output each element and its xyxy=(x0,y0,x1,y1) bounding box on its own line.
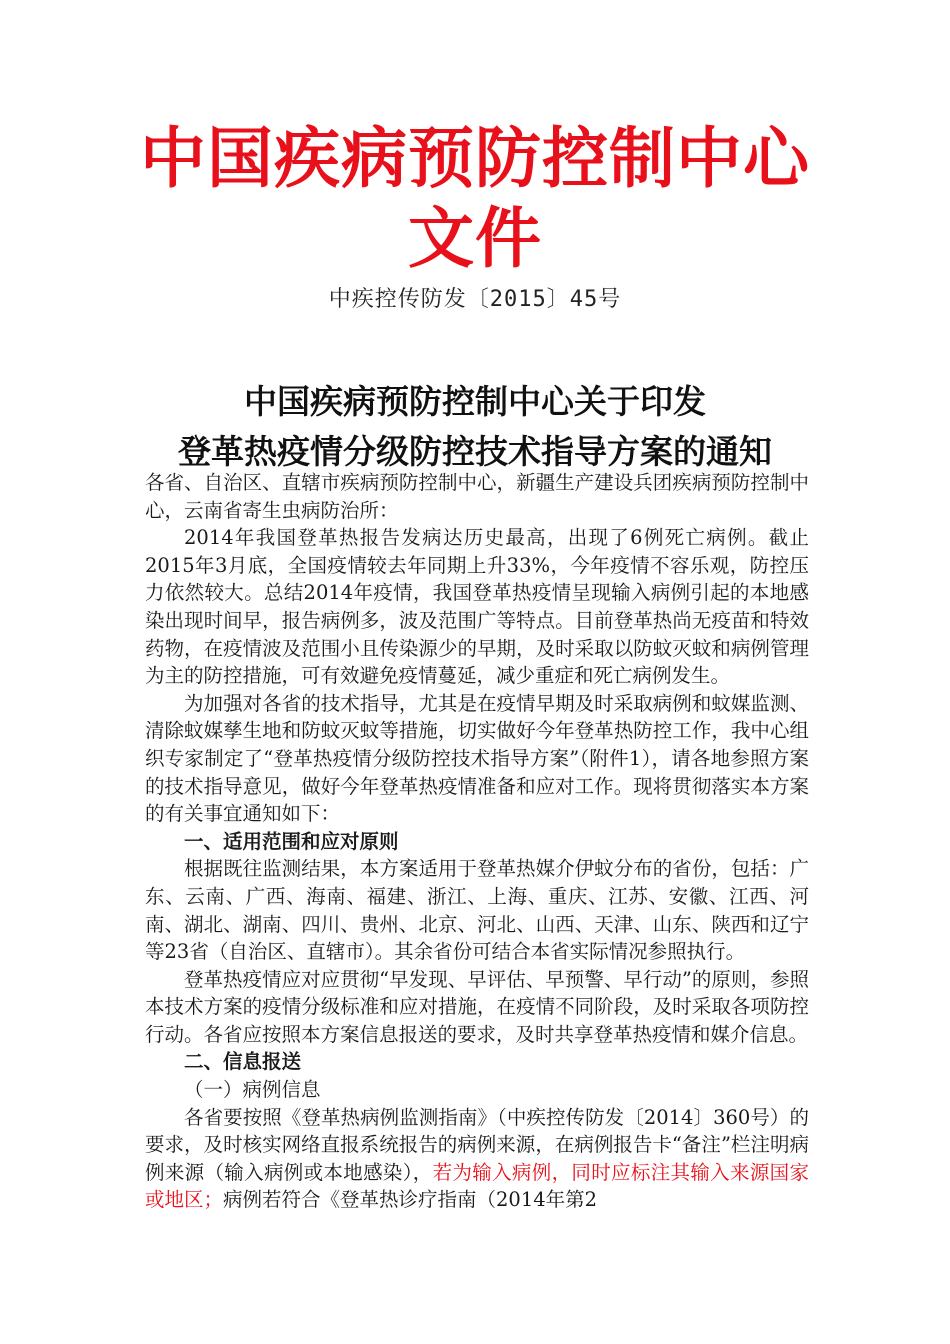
case-info-text-a: 各省要按照《登革热病例监测指南》（中疾控传防发〔2014〕360号）的要求，及时核实网络直报系统报告的病例来源，在病例报告卡“备注”栏注明病例来源（输入病例或本地感染）， xyxy=(145,1105,809,1184)
section-heading-scope: 一、适用范围和应对原则 xyxy=(184,829,399,853)
paragraph-principles: 登革热疫情应对应贯彻“早发现、早评估、早预警、早行动”的原则，参照本技术方案的疫情分级标准和应对措施，在疫情不同阶段，及时采取各项防控行动。各省应按照本方案信息报送的要求，及时共享登革热疫情和媒介信息。 xyxy=(145,967,809,1046)
section-heading-reporting: 二、信息报送 xyxy=(184,1050,302,1074)
case-info-text-b: 病例若符合《登革热诊疗指南（2014年第2 xyxy=(223,1188,598,1212)
case-info-red-note: 若为输入病例，同时应标注其输入来源国家或地区； xyxy=(145,1160,809,1212)
document-masthead: 中国疾病预防控制中心文件 xyxy=(140,119,810,277)
paragraph-background: 2014年我国登革热报告发病达历史最高，出现了6例死亡病例。截止2015年3月底，全国疫情较去年同期上升33%，今年疫情不容乐观，防控压力依然较大。总结2014年疫情，我国登革热疫情呈现输入病例引起的本地感染出现时间早，报告病例多，波及范围广等特点。目前登革热尚无疫苗和特效药物，在疫情波及范围小且传染源少的早期，及时采取以防蚊灭蚊和病例管理为主的防控措施，可有效避免疫情蔓延，减少重症和死亡病例发生。 xyxy=(145,526,809,688)
paragraph-case-info xyxy=(145,1104,809,1214)
document-title-line1: 中国疾病预防控制中心关于印发 xyxy=(244,382,706,421)
subsection-heading-case-info: （一）病例信息 xyxy=(184,1078,321,1102)
document-body xyxy=(145,469,809,1214)
paragraph-scope: 根据既往监测结果，本方案适用于登革热媒介伊蚊分布的省份，包括：广东、云南、广西、海南、福建、浙江、上海、重庆、江苏、安徽、江西、河南、湖北、湖南、四川、贵州、北京、河北、山西、天津、山东、陕西和辽宁等23省（自治区、直辖市）。其余省份可结合本省实际情况参照执行。 xyxy=(145,857,809,964)
paragraph-purpose: 为加强对各省的技术指导，尤其是在疫情早期及时采取病例和蚊媒监测、清除蚊媒孳生地和防蚊灭蚊等措施，切实做好今年登革热防控工作，我中心组织专家制定了“登革热疫情分级防控技术指导方案”（附件1），请各地参照方案的技术指导意见，做好今年登革热疫情准备和应对工作。现将贯彻落实本方案的有关事宜通知如下： xyxy=(145,691,809,826)
document-number: 中疾控传防发〔2015〕45号 xyxy=(328,287,622,312)
document-title-line2: 登革热疫情分级防控技术指导方案的通知 xyxy=(178,432,772,471)
addressee: 各省、自治区、直辖市疾病预防控制中心，新疆生产建设兵团疾病预防控制中心，云南省寄生虫病防治所： xyxy=(145,471,809,522)
